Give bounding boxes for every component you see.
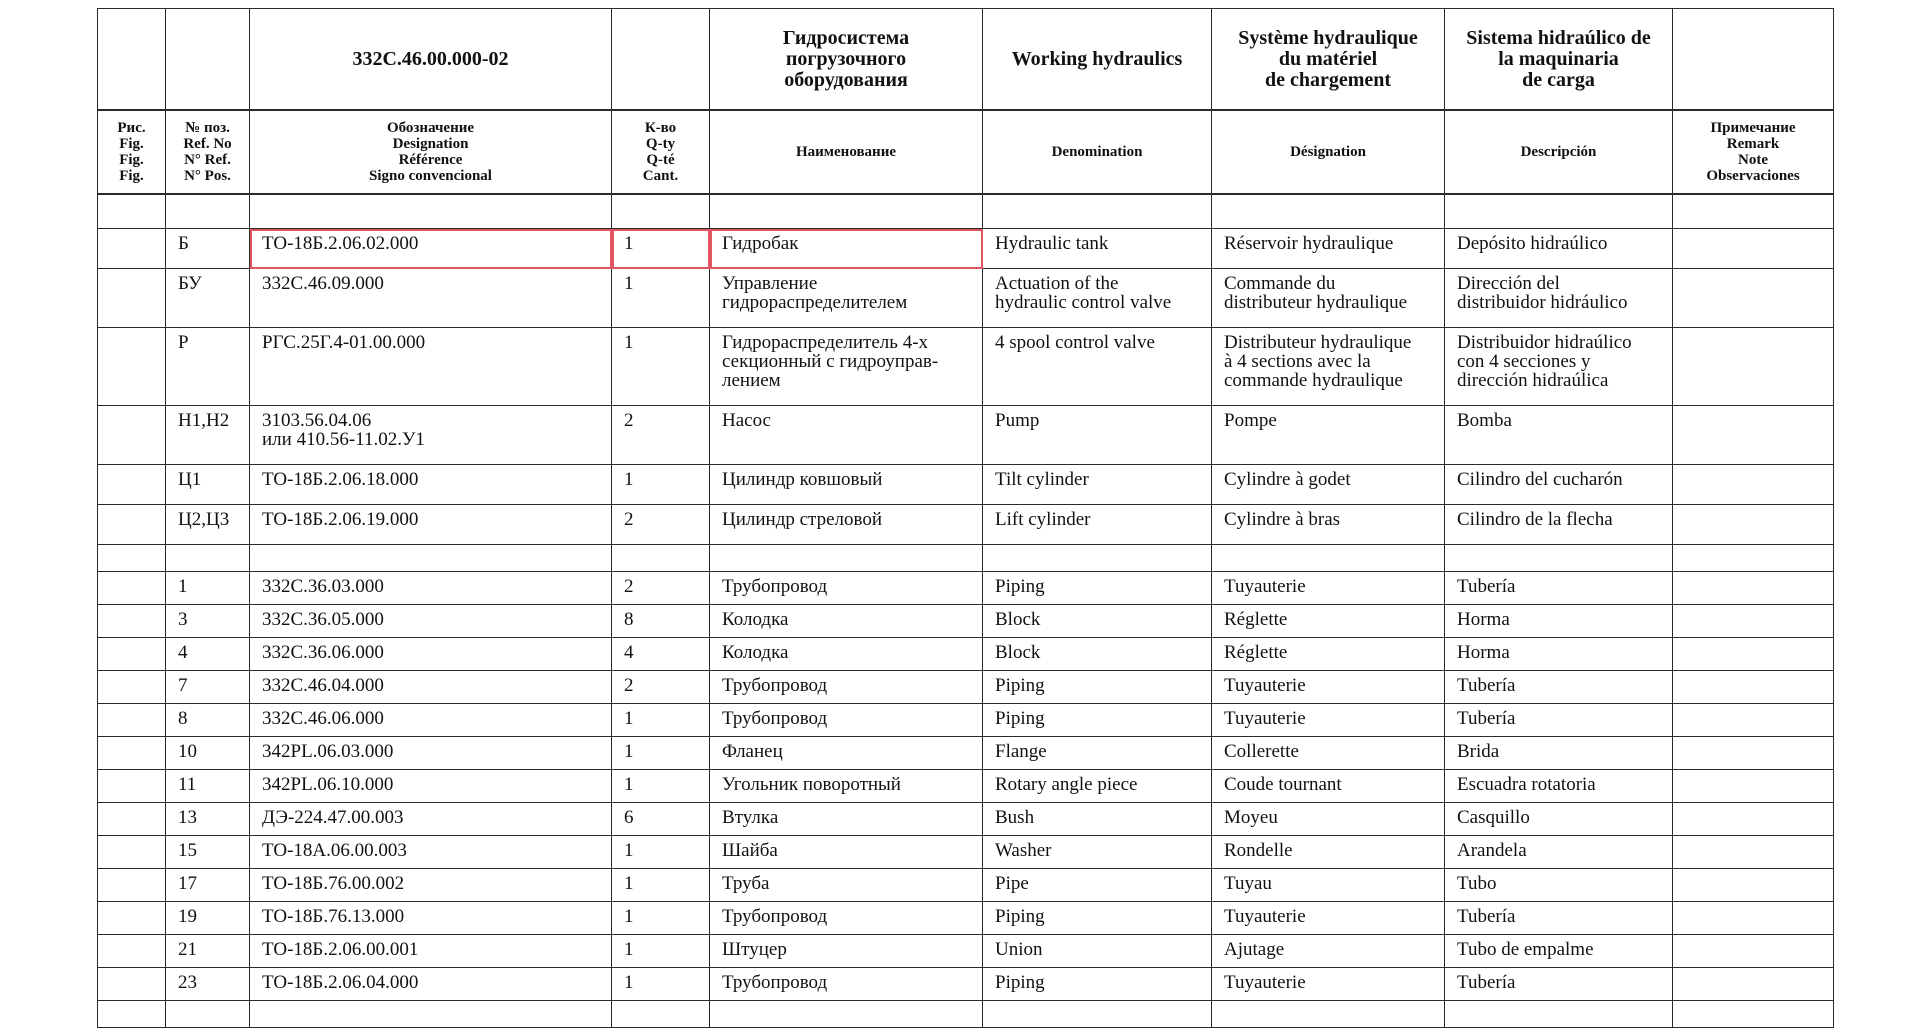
name-fr-cell: Commande du distributeur hydraulique — [1212, 269, 1445, 328]
name-ru-cell: Трубопровод — [710, 902, 983, 935]
name-es-cell: Casquillo — [1445, 803, 1673, 836]
name-ru-cell: Гидробак — [710, 229, 983, 269]
name-fr-cell: Tuyau — [1212, 869, 1445, 902]
title-blank-remark — [1673, 9, 1834, 111]
ref-cell: 17 — [166, 869, 250, 902]
table-row[interactable] — [98, 406, 1834, 465]
designation-cell: 332С.36.06.000 — [250, 638, 612, 671]
qty-cell: 2 — [612, 671, 710, 704]
remark-cell — [1673, 803, 1834, 836]
remark-cell — [1673, 902, 1834, 935]
remark-cell — [1673, 869, 1834, 902]
table-row[interactable] — [98, 572, 1834, 605]
title-blank-qty — [612, 9, 710, 111]
remark-cell — [1673, 269, 1834, 328]
remark-cell — [1673, 465, 1834, 505]
name-fr-cell: Tuyauterie — [1212, 671, 1445, 704]
name-en-cell: Block — [983, 605, 1212, 638]
fig-cell — [98, 968, 166, 1001]
parts-table — [97, 8, 1834, 1028]
title-es: Sistema hidraúlico de la maquinaria de carga — [1445, 9, 1673, 111]
name-es-cell: Tubería — [1445, 671, 1673, 704]
col-qty: К-во Q-ty Q-té Cant. — [612, 110, 710, 194]
designation-cell: 332С.46.04.000 — [250, 671, 612, 704]
name-en-cell: Washer — [983, 836, 1212, 869]
ref-cell: Ц2,Ц3 — [166, 505, 250, 545]
ref-cell: 3 — [166, 605, 250, 638]
table-row[interactable] — [98, 269, 1834, 328]
qty-cell: 1 — [612, 968, 710, 1001]
name-en-cell: Actuation of the hydraulic control valve — [983, 269, 1212, 328]
designation-cell: 342PL.06.10.000 — [250, 770, 612, 803]
name-ru-cell: Колодка — [710, 638, 983, 671]
name-ru-cell: Трубопровод — [710, 968, 983, 1001]
name-en-cell: Union — [983, 935, 1212, 968]
ref-cell: 10 — [166, 737, 250, 770]
name-ru-cell: Колодка — [710, 605, 983, 638]
name-es-cell: Tubo — [1445, 869, 1673, 902]
fig-cell — [98, 406, 166, 465]
name-ru-cell: Цилиндр ковшовый — [710, 465, 983, 505]
table-row[interactable] — [98, 671, 1834, 704]
name-ru-cell: Угольник поворотный — [710, 770, 983, 803]
fig-cell — [98, 572, 166, 605]
name-es-cell: Arandela — [1445, 836, 1673, 869]
qty-cell: 1 — [612, 465, 710, 505]
remark-cell — [1673, 605, 1834, 638]
name-en-cell: 4 spool control valve — [983, 328, 1212, 406]
col-ref: № поз. Ref. No N° Ref. N° Pos. — [166, 110, 250, 194]
spacer-row — [98, 1001, 1834, 1028]
col-remark: Примечание Remark Note Observaciones — [1673, 110, 1834, 194]
ref-cell: Н1,Н2 — [166, 406, 250, 465]
ref-cell: 11 — [166, 770, 250, 803]
table-row[interactable] — [98, 902, 1834, 935]
name-en-cell: Tilt cylinder — [983, 465, 1212, 505]
name-ru-cell: Втулка — [710, 803, 983, 836]
name-es-cell: Tubo de empalme — [1445, 935, 1673, 968]
table-row[interactable] — [98, 836, 1834, 869]
name-es-cell: Tubería — [1445, 968, 1673, 1001]
remark-cell — [1673, 572, 1834, 605]
designation-cell: 332С.46.06.000 — [250, 704, 612, 737]
designation-cell: 332С.36.05.000 — [250, 605, 612, 638]
table-row[interactable] — [98, 968, 1834, 1001]
remark-cell — [1673, 737, 1834, 770]
name-en-cell: Rotary angle piece — [983, 770, 1212, 803]
table-row[interactable] — [98, 704, 1834, 737]
name-en-cell: Piping — [983, 572, 1212, 605]
qty-cell: 4 — [612, 638, 710, 671]
table-row[interactable] — [98, 935, 1834, 968]
name-fr-cell: Cylindre à godet — [1212, 465, 1445, 505]
name-es-cell: Dirección del distribuidor hidráulico — [1445, 269, 1673, 328]
qty-cell: 1 — [612, 704, 710, 737]
fig-cell — [98, 328, 166, 406]
name-es-cell: Tubería — [1445, 704, 1673, 737]
ref-cell: Р — [166, 328, 250, 406]
table-row[interactable] — [98, 638, 1834, 671]
fig-cell — [98, 638, 166, 671]
table-row[interactable] — [98, 328, 1834, 406]
qty-cell: 2 — [612, 505, 710, 545]
col-name-ru: Наименование — [710, 110, 983, 194]
remark-cell — [1673, 935, 1834, 968]
designation-cell: ТО-18Б.2.06.18.000 — [250, 465, 612, 505]
fig-cell — [98, 935, 166, 968]
remark-cell — [1673, 505, 1834, 545]
designation-cell: ТО-18Б.2.06.00.001 — [250, 935, 612, 968]
fig-cell — [98, 836, 166, 869]
name-en-cell: Piping — [983, 671, 1212, 704]
ref-cell: 13 — [166, 803, 250, 836]
qty-cell: 1 — [612, 902, 710, 935]
name-ru-cell: Цилиндр стреловой — [710, 505, 983, 545]
designation-cell: ТО-18Б.2.06.04.000 — [250, 968, 612, 1001]
title-en: Working hydraulics — [983, 9, 1212, 111]
name-en-cell: Bush — [983, 803, 1212, 836]
qty-cell: 2 — [612, 572, 710, 605]
spacer-row — [98, 545, 1834, 572]
qty-cell: 1 — [612, 229, 710, 269]
remark-cell — [1673, 836, 1834, 869]
remark-cell — [1673, 671, 1834, 704]
fig-cell — [98, 505, 166, 545]
name-fr-cell: Réglette — [1212, 605, 1445, 638]
parts-table-body — [98, 194, 1834, 1028]
fig-cell — [98, 770, 166, 803]
name-en-cell: Block — [983, 638, 1212, 671]
col-fig: Рис. Fig. Fig. Fig. — [98, 110, 166, 194]
ref-cell: 7 — [166, 671, 250, 704]
name-en-cell: Piping — [983, 902, 1212, 935]
table-row[interactable] — [98, 770, 1834, 803]
name-fr-cell: Réservoir hydraulique — [1212, 229, 1445, 269]
name-ru-cell: Гидрораспределитель 4-х секционный с гидроуправ- лением — [710, 328, 983, 406]
qty-cell: 1 — [612, 770, 710, 803]
ref-cell: 1 — [166, 572, 250, 605]
name-es-cell: Tubería — [1445, 902, 1673, 935]
table-row[interactable] — [98, 229, 1834, 269]
designation-cell: ТО-18Б.2.06.02.000 — [250, 229, 612, 269]
fig-cell — [98, 605, 166, 638]
fig-cell — [98, 269, 166, 328]
ref-cell: 21 — [166, 935, 250, 968]
remark-cell — [1673, 406, 1834, 465]
ref-cell: 8 — [166, 704, 250, 737]
ref-cell: 15 — [166, 836, 250, 869]
designation-cell: ДЭ-224.47.00.003 — [250, 803, 612, 836]
name-ru-cell: Шайба — [710, 836, 983, 869]
name-en-cell: Flange — [983, 737, 1212, 770]
name-es-cell: Horma — [1445, 605, 1673, 638]
name-ru-cell: Управление гидрораспределителем — [710, 269, 983, 328]
name-fr-cell: Distributeur hydraulique à 4 sections avec la commande hydraulique — [1212, 328, 1445, 406]
name-es-cell: Distribuidor hidraúlico con 4 secciones y dirección hidraúlica — [1445, 328, 1673, 406]
name-ru-cell: Трубопровод — [710, 572, 983, 605]
name-es-cell: Depósito hidraúlico — [1445, 229, 1673, 269]
parts-sheet — [97, 8, 1833, 1028]
title-blank-ref — [166, 9, 250, 111]
qty-cell: 1 — [612, 737, 710, 770]
qty-cell: 1 — [612, 836, 710, 869]
name-fr-cell: Coude tournant — [1212, 770, 1445, 803]
fig-cell — [98, 671, 166, 704]
table-row[interactable] — [98, 869, 1834, 902]
designation-cell: РГС.25Г.4-01.00.000 — [250, 328, 612, 406]
ref-cell: 4 — [166, 638, 250, 671]
name-fr-cell: Tuyauterie — [1212, 572, 1445, 605]
remark-cell — [1673, 229, 1834, 269]
ref-cell: 19 — [166, 902, 250, 935]
title-ru: Гидросистема погрузочного оборудования — [710, 9, 983, 111]
name-fr-cell: Cylindre à bras — [1212, 505, 1445, 545]
qty-cell: 1 — [612, 935, 710, 968]
name-en-cell: Pump — [983, 406, 1212, 465]
doc-number: 332С.46.00.000-02 — [250, 9, 612, 111]
designation-cell: ТО-18Б.76.00.002 — [250, 869, 612, 902]
ref-cell: БУ — [166, 269, 250, 328]
name-en-cell: Piping — [983, 968, 1212, 1001]
name-ru-cell: Насос — [710, 406, 983, 465]
name-fr-cell: Tuyauterie — [1212, 902, 1445, 935]
designation-cell: 332С.46.09.000 — [250, 269, 612, 328]
name-es-cell: Brida — [1445, 737, 1673, 770]
remark-cell — [1673, 328, 1834, 406]
name-es-cell: Horma — [1445, 638, 1673, 671]
qty-cell: 1 — [612, 869, 710, 902]
title-blank-fig — [98, 9, 166, 111]
fig-cell — [98, 465, 166, 505]
table-row[interactable] — [98, 465, 1834, 505]
qty-cell: 6 — [612, 803, 710, 836]
remark-cell — [1673, 770, 1834, 803]
col-name-fr: Désignation — [1212, 110, 1445, 194]
table-row[interactable] — [98, 737, 1834, 770]
fig-cell — [98, 902, 166, 935]
name-en-cell: Lift cylinder — [983, 505, 1212, 545]
col-name-en: Denomination — [983, 110, 1212, 194]
remark-cell — [1673, 704, 1834, 737]
qty-cell: 2 — [612, 406, 710, 465]
designation-cell: 342PL.06.03.000 — [250, 737, 612, 770]
name-fr-cell: Ajutage — [1212, 935, 1445, 968]
name-es-cell: Cilindro de la flecha — [1445, 505, 1673, 545]
spacer-row — [98, 194, 1834, 229]
name-fr-cell: Tuyauterie — [1212, 968, 1445, 1001]
col-name-es: Descripción — [1445, 110, 1673, 194]
fig-cell — [98, 704, 166, 737]
remark-cell — [1673, 968, 1834, 1001]
designation-cell: 332С.36.03.000 — [250, 572, 612, 605]
ref-cell: Б — [166, 229, 250, 269]
col-designation: Обозначение Designation Référence Signo convencional — [250, 110, 612, 194]
table-row[interactable] — [98, 803, 1834, 836]
designation-cell: ТО-18Б.76.13.000 — [250, 902, 612, 935]
name-fr-cell: Moyeu — [1212, 803, 1445, 836]
name-ru-cell: Труба — [710, 869, 983, 902]
name-es-cell: Escuadra rotatoria — [1445, 770, 1673, 803]
remark-cell — [1673, 638, 1834, 671]
ref-cell: 23 — [166, 968, 250, 1001]
table-row[interactable] — [98, 505, 1834, 545]
ref-cell: Ц1 — [166, 465, 250, 505]
qty-cell: 8 — [612, 605, 710, 638]
name-ru-cell: Фланец — [710, 737, 983, 770]
name-en-cell: Pipe — [983, 869, 1212, 902]
title-fr: Système hydraulique du matériel de chargement — [1212, 9, 1445, 111]
title-row — [98, 9, 1834, 111]
qty-cell: 1 — [612, 269, 710, 328]
name-fr-cell: Rondelle — [1212, 836, 1445, 869]
designation-cell: ТО-18А.06.00.003 — [250, 836, 612, 869]
name-ru-cell: Трубопровод — [710, 704, 983, 737]
name-fr-cell: Tuyauterie — [1212, 704, 1445, 737]
fig-cell — [98, 803, 166, 836]
name-es-cell: Tubería — [1445, 572, 1673, 605]
name-es-cell: Bomba — [1445, 406, 1673, 465]
qty-cell: 1 — [612, 328, 710, 406]
column-header-row — [98, 110, 1834, 194]
name-en-cell: Hydraulic tank — [983, 229, 1212, 269]
name-fr-cell: Réglette — [1212, 638, 1445, 671]
designation-cell: 3103.56.04.06 или 410.56-11.02.У1 — [250, 406, 612, 465]
fig-cell — [98, 737, 166, 770]
name-en-cell: Piping — [983, 704, 1212, 737]
table-row[interactable] — [98, 605, 1834, 638]
fig-cell — [98, 869, 166, 902]
name-ru-cell: Штуцер — [710, 935, 983, 968]
name-fr-cell: Pompe — [1212, 406, 1445, 465]
name-es-cell: Cilindro del cucharón — [1445, 465, 1673, 505]
name-fr-cell: Collerette — [1212, 737, 1445, 770]
name-ru-cell: Трубопровод — [710, 671, 983, 704]
fig-cell — [98, 229, 166, 269]
designation-cell: ТО-18Б.2.06.19.000 — [250, 505, 612, 545]
